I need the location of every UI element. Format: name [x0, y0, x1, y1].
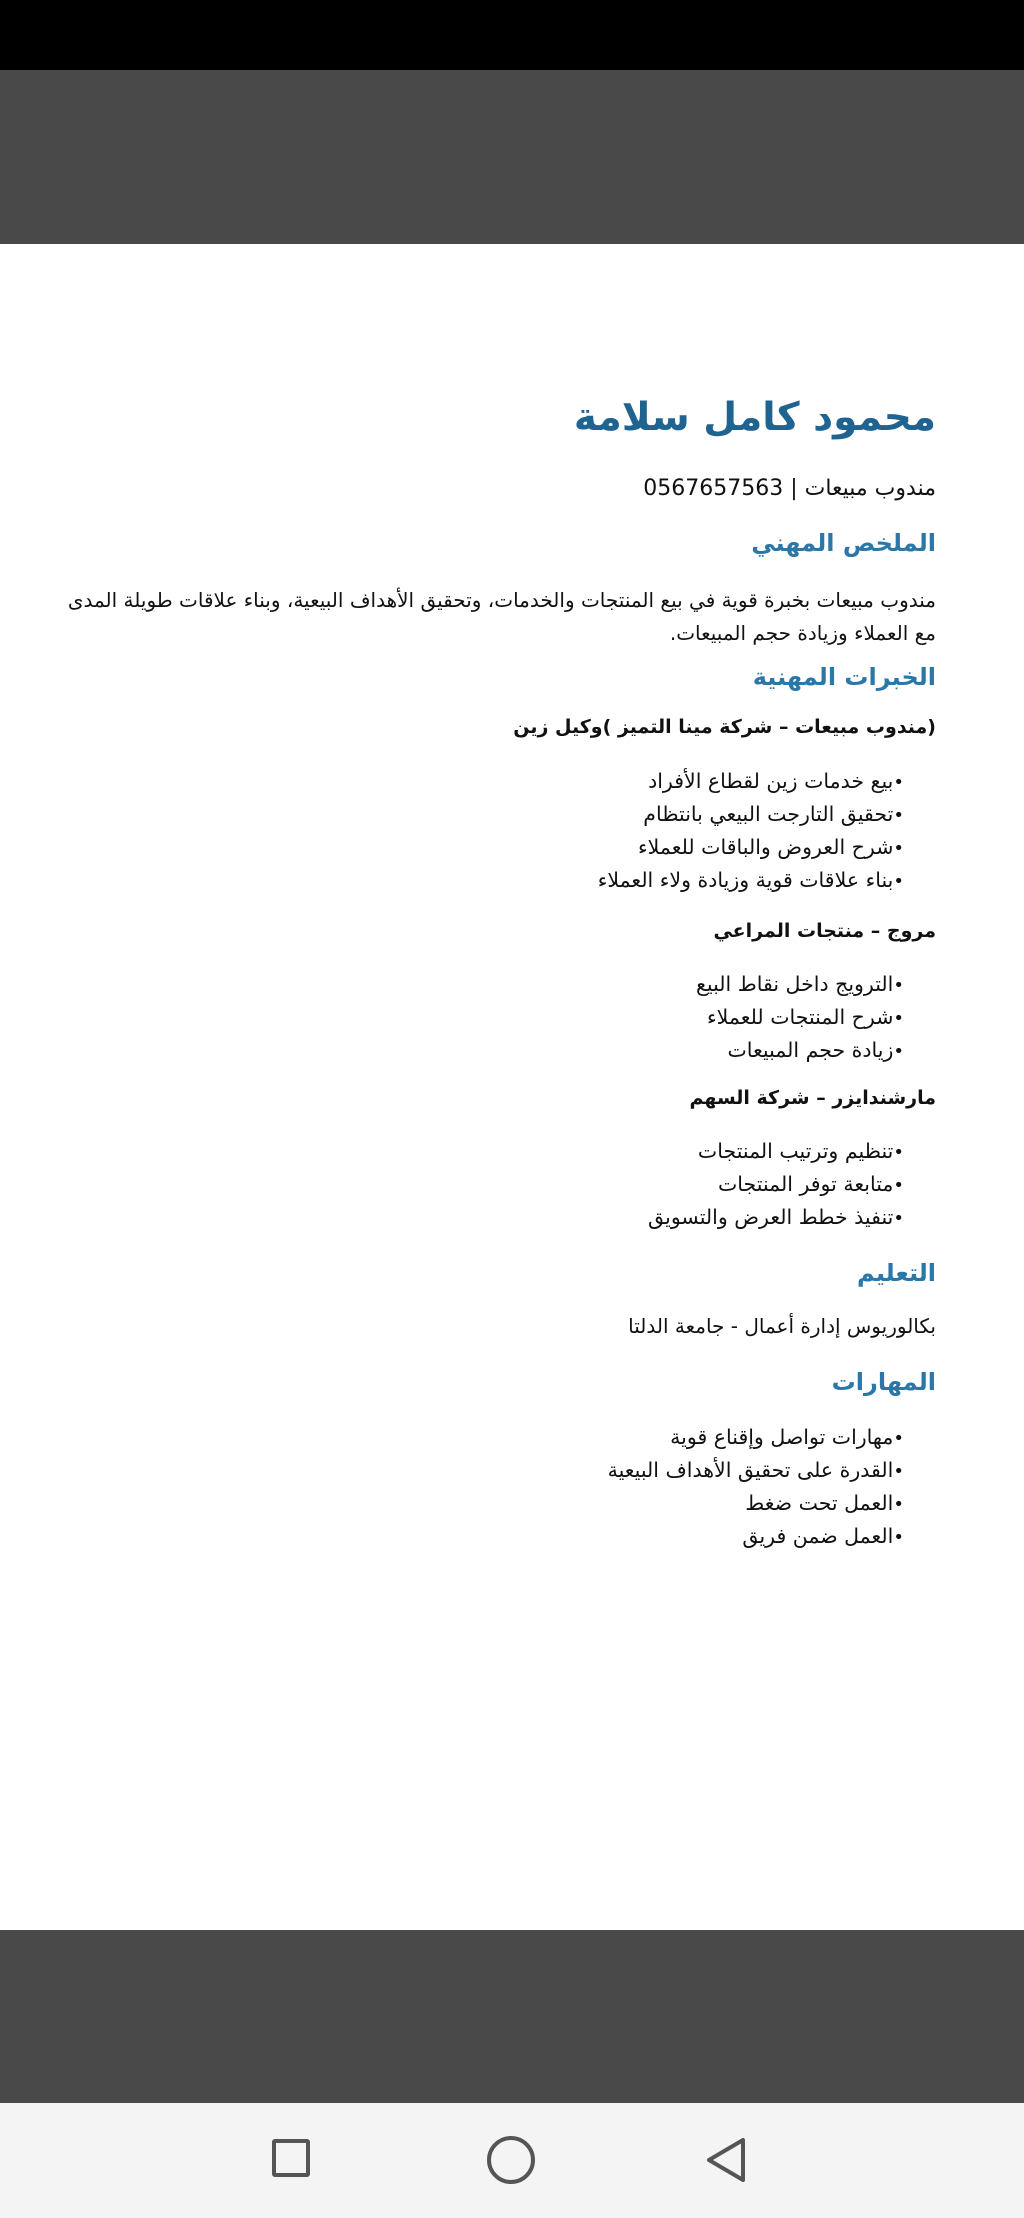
summary-heading: الملخص المهني [751, 529, 936, 557]
list-item: •تنفيذ خطط العرض والتسويق [648, 1205, 904, 1229]
resume-name: محمود كامل سلامة [573, 395, 936, 440]
list-item: •الترويج داخل نقاط البيع [696, 972, 904, 996]
list-item: •متابعة توفر المنتجات [717, 1172, 904, 1196]
list-item: •بناء علاقات قوية وزيادة ولاء العملاء [597, 868, 904, 892]
list-item: •تحقيق التارجت البيعي بانتظام [643, 802, 904, 826]
status-bar [0, 0, 1024, 70]
job-bullets [60, 1135, 936, 1234]
skills-heading: المهارات [831, 1368, 936, 1396]
resume [60, 390, 936, 1553]
list-item: •شرح المنتجات للعملاء [707, 1005, 904, 1029]
education-heading: التعليم [857, 1259, 936, 1287]
job-title: (مندوب مبيعات – شركة مينا التميز )وكيل زين [513, 716, 936, 738]
list-item: •بيع خدمات زين لقطاع الأفراد [648, 769, 904, 793]
viewer-bottom-band [0, 1930, 1024, 2103]
education-text: بكالوريوس إدارة أعمال - جامعة الدلتا [628, 1314, 936, 1338]
list-item: •مهارات تواصل وإقناع قوية [670, 1425, 904, 1449]
summary-text: مندوب مبيعات بخبرة قوية في بيع المنتجات والخدمات، وتحقيق الأهداف البيعية، وبناء علاقات طويلة المدى مع العملاء وزيادة حجم المبيعات. [67, 588, 936, 645]
home-circle-icon[interactable] [487, 2136, 535, 2184]
job-title: مروج – منتجات المراعي [713, 920, 936, 942]
list-item: •القدرة على تحقيق الأهداف البيعية [607, 1458, 904, 1482]
back-triangle-icon[interactable] [703, 2136, 751, 2184]
job-title: مارشندايزر – شركة السهم [689, 1087, 936, 1109]
experience-heading: الخبرات المهنية [752, 663, 936, 691]
contact-line: مندوب مبيعات | 0567657563 [643, 476, 936, 501]
viewer-top-band [0, 70, 1024, 244]
document-page[interactable] [0, 244, 1024, 1930]
list-item: •زيادة حجم المبيعات [727, 1038, 904, 1062]
skills-list [60, 1421, 936, 1553]
recents-square-icon[interactable] [272, 2139, 310, 2177]
job-bullets [60, 765, 936, 897]
list-item: •العمل تحت ضغط [745, 1491, 904, 1515]
list-item: •العمل ضمن فريق [742, 1524, 904, 1548]
job-bullets [60, 968, 936, 1067]
list-item: •شرح العروض والباقات للعملاء [638, 835, 904, 859]
list-item: •تنظيم وترتيب المنتجات [697, 1139, 904, 1163]
